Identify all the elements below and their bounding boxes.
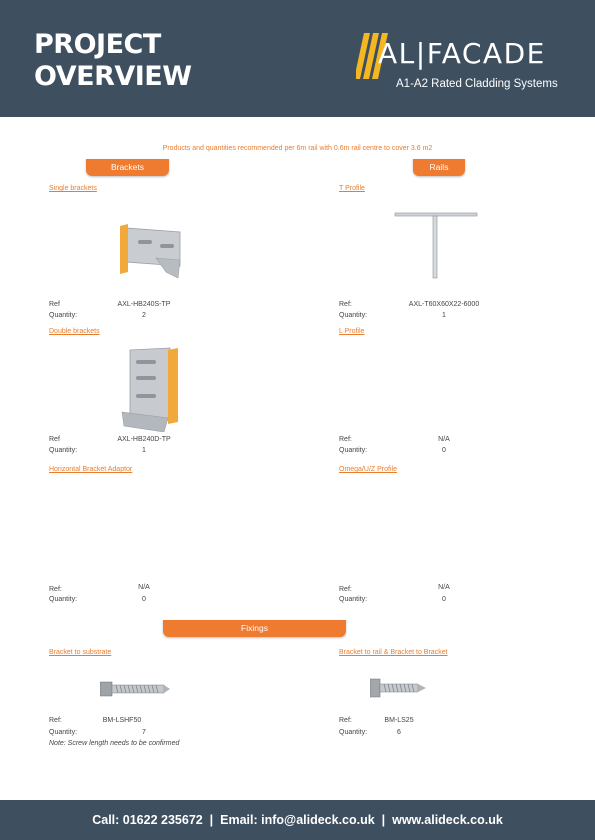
- ref-label: Ref:: [339, 301, 352, 308]
- page-title-line-1: PROJECT: [34, 29, 161, 60]
- ref-label: Ref: [49, 301, 60, 308]
- single-brackets-title[interactable]: Single brackets: [49, 185, 97, 192]
- bracket-to-rail-ref: BM-LS25: [384, 717, 414, 724]
- ref-label: Ref:: [339, 436, 352, 443]
- footer-contact-bar[interactable]: Call: 01622 235672 | Email: info@alideck.co.uk | www.alideck.co.uk: [0, 800, 595, 840]
- double-brackets-quantity: 1: [142, 447, 146, 454]
- l-profile-quantity: 0: [442, 447, 446, 454]
- l-profile-title[interactable]: L Profile: [339, 328, 365, 335]
- bracket-to-substrate-quantity: 7: [142, 729, 146, 736]
- single-bracket-image: [116, 222, 184, 280]
- t-profile-ref: AXL-T60X60X22-6000: [408, 301, 480, 308]
- horizontal-adaptor-quantity: 0: [142, 596, 146, 603]
- single-brackets-ref: AXL-HB240S-TP: [117, 301, 171, 308]
- horizontal-adaptor-ref: N/A: [138, 584, 150, 591]
- bracket-to-rail-quantity: 6: [397, 729, 401, 736]
- rail-screw-image: [370, 678, 426, 698]
- logo-wordmark: AL|FACADE: [378, 37, 546, 70]
- bracket-to-substrate-title[interactable]: Bracket to substrate: [49, 649, 112, 656]
- ref-label: Ref:: [49, 586, 62, 593]
- intro-text: Products and quantities recommended per 6m rail with 0.6m rail centre to cover 3.6 m2: [162, 145, 433, 152]
- quantity-label: Quantity:: [49, 596, 78, 603]
- double-bracket-image: [120, 346, 186, 432]
- t-profile-image: [394, 210, 478, 280]
- quantity-label: Quantity:: [49, 447, 78, 454]
- quantity-label: Quantity:: [339, 596, 368, 603]
- substrate-screw-image: [100, 680, 170, 698]
- double-brackets-title[interactable]: Double brackets: [49, 328, 100, 335]
- quantity-label: Quantity:: [49, 312, 78, 319]
- page-title: [34, 29, 192, 93]
- t-profile-quantity: 1: [442, 312, 446, 319]
- bracket-to-substrate-ref: BM-LSHF50: [102, 717, 142, 724]
- page-title-line-2: OVERVIEW: [34, 61, 192, 92]
- logo-tagline: A1-A2 Rated Cladding Systems: [396, 78, 558, 90]
- omega-profile-quantity: 0: [442, 596, 446, 603]
- quantity-label: Quantity:: [339, 312, 368, 319]
- ref-label: Ref:: [339, 717, 352, 724]
- single-brackets-quantity: 2: [142, 312, 146, 319]
- quantity-label: Quantity:: [339, 447, 368, 454]
- bracket-to-rail-title[interactable]: Bracket to rail & Bracket to Bracket: [339, 649, 448, 656]
- omega-profile-ref: N/A: [438, 584, 450, 591]
- omega-profile-title[interactable]: Omega/U/Z Profile: [339, 466, 397, 473]
- t-profile-title[interactable]: T Profile: [339, 185, 365, 192]
- l-profile-ref: N/A: [438, 436, 450, 443]
- tab-brackets: Brackets: [86, 159, 169, 176]
- header-banner: [0, 0, 595, 117]
- tab-rails: Rails: [413, 159, 465, 176]
- ref-label: Ref:: [339, 586, 352, 593]
- ref-label: Ref:: [49, 717, 62, 724]
- double-brackets-ref: AXL-HB240D-TP: [117, 436, 171, 443]
- quantity-label: Quantity:: [339, 729, 368, 736]
- horizontal-adaptor-title[interactable]: Horizontal Bracket Adaptor: [49, 466, 133, 473]
- quantity-label: Quantity:: [49, 729, 78, 736]
- tab-fixings: Fixings: [163, 620, 346, 637]
- alifacade-logo: [356, 33, 571, 93]
- ref-label: Ref: [49, 436, 60, 443]
- screw-length-note: Note: Screw length needs to be confirmed: [49, 740, 180, 747]
